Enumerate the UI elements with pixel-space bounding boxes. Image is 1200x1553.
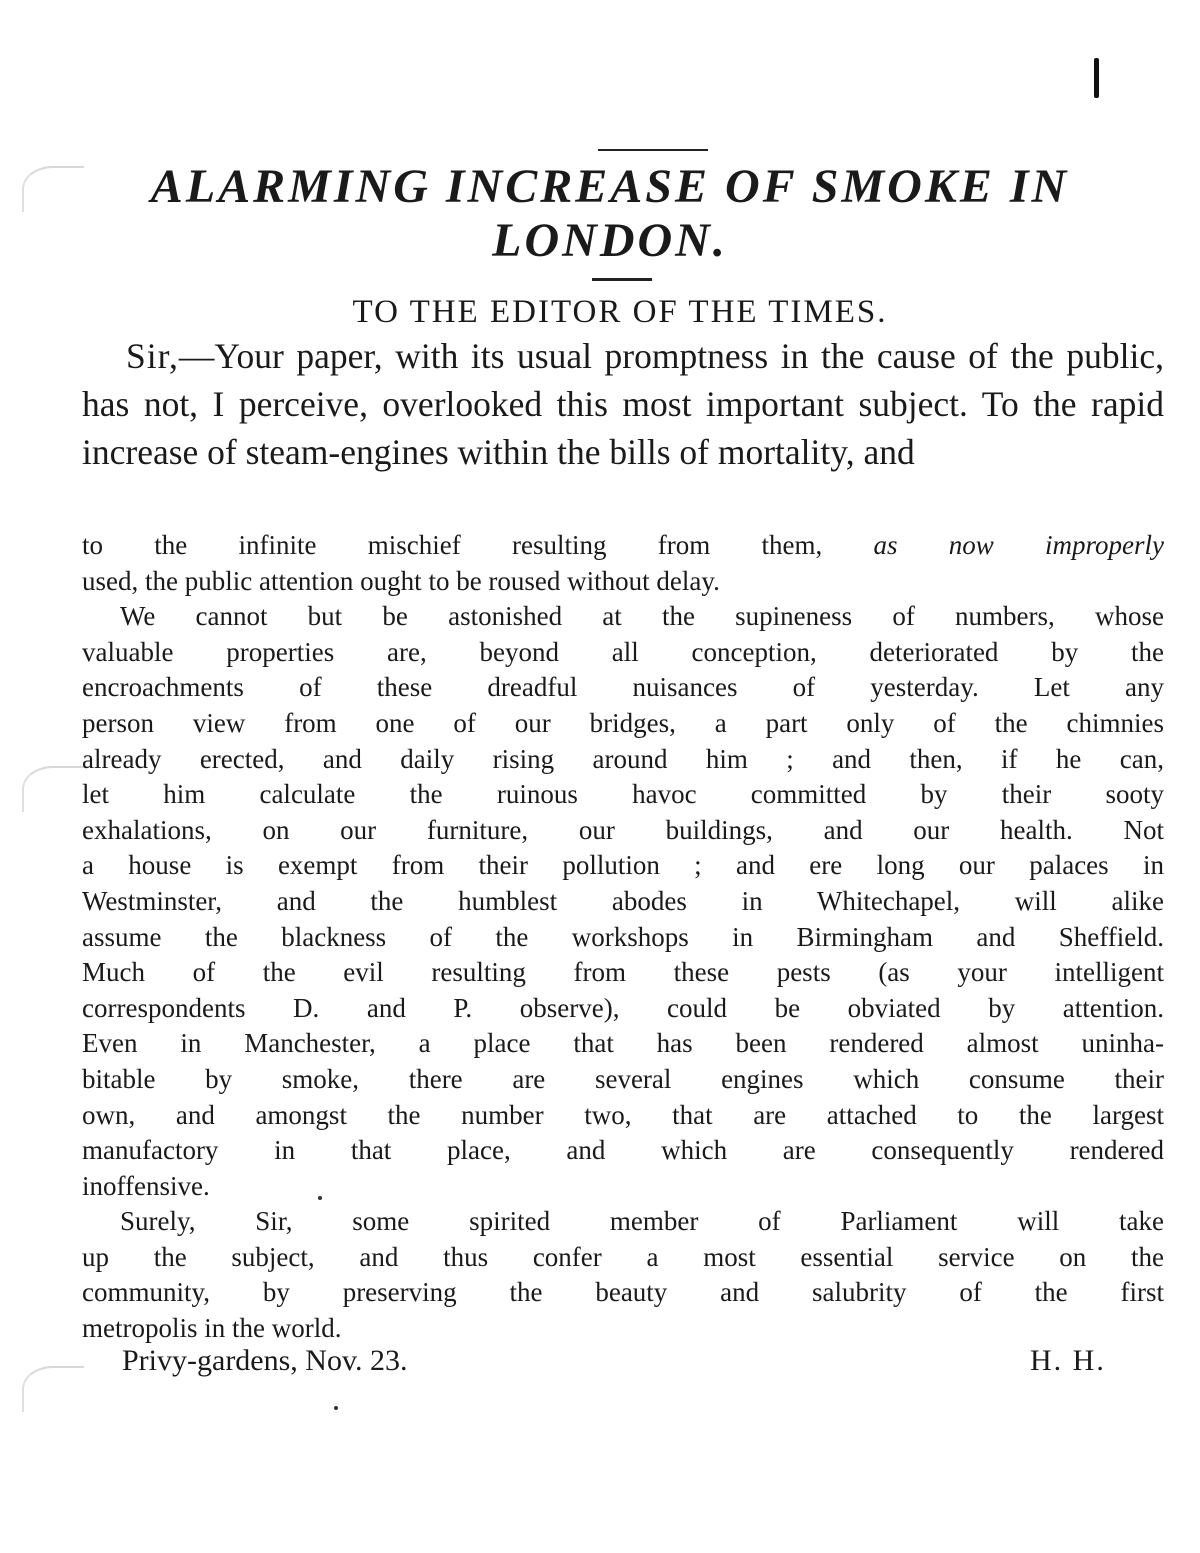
editor-address: TO THE EDITOR OF THE TIMES. [352, 294, 888, 330]
letter-line-text: Even in Manchester, a place that has been rendered almost uninha- [82, 1028, 1164, 1059]
letter-line-text: valuable properties are, beyond all conception, deteriorated by the [82, 636, 1164, 667]
letter-line [82, 1169, 1164, 1205]
headline-line-1: ALARMING INCREASE OF SMOKE IN [150, 160, 1070, 213]
headline-line-2: LONDON. [492, 214, 728, 267]
letter-body [82, 528, 1164, 1347]
letter-line [82, 599, 1164, 635]
letter-line [82, 1240, 1164, 1276]
letter-line [82, 1311, 1164, 1347]
salutation-sir: Sir, [126, 336, 179, 376]
letter-line-italic: as now improperly [873, 530, 1164, 560]
letter-line-text: correspondents D. and P. observe), could be obviated by attention. [82, 992, 1164, 1023]
letter-line [82, 1204, 1164, 1240]
letter-line [82, 1098, 1164, 1134]
lead-text: —Your paper, with its usual promptness in the cause of the public, has not, I perceive, overlooked this most important subject. To the rapid increase of steam-engines within the bills of mortality, and [82, 336, 1164, 472]
print-speck [334, 1406, 338, 1410]
headline [90, 160, 1130, 268]
print-speck [318, 1196, 322, 1200]
letter-line-text: We cannot but be astonished at the supineness of numbers, whose [120, 601, 1164, 632]
letter-line-text: used, the public attention ought to be roused without delay. [82, 565, 720, 596]
letter-line-text: community, by preserving the beauty and salubrity of the first [82, 1277, 1164, 1308]
letter-line [82, 884, 1164, 920]
letter-line [82, 742, 1164, 778]
letter-line [82, 1026, 1164, 1062]
letter-line [82, 777, 1164, 813]
letter-line-text: own, and amongst the number two, that are attached to the largest [82, 1099, 1164, 1130]
letter-line-text: inoffensive. [82, 1170, 210, 1201]
signoff-place-date: Privy-gardens, Nov. 23. [122, 1344, 408, 1377]
letter-line [82, 564, 1164, 600]
letter-line-text: to the infinite mischief resulting from them, [82, 530, 874, 560]
signoff-initials: H. H. [1030, 1344, 1106, 1377]
letter-line-text: up the subject, and thus confer a most essential service on the [82, 1241, 1164, 1272]
letter-line-text: bitable by smoke, there are several engines which consume their [82, 1063, 1164, 1094]
headline-rule [592, 278, 652, 281]
punch-hole [22, 166, 84, 212]
letter-line [82, 1133, 1164, 1169]
punch-hole [22, 766, 84, 812]
letter-line-text: already erected, and daily rising around him ; and then, if he can, [82, 743, 1164, 774]
letter-line-text: assume the blackness of the workshops in Birmingham and Sheffield. [82, 921, 1164, 952]
letter-line-text: Surely, Sir, some spirited member of Parliament will take [120, 1206, 1164, 1237]
letter-line [82, 528, 1164, 564]
letter-line-text: person view from one of our bridges, a part only of the chimnies [82, 707, 1164, 738]
top-rule [598, 149, 708, 151]
letter-line [82, 1275, 1164, 1311]
letter-line-text: Much of the evil resulting from these pests (as your intelligent [82, 957, 1164, 988]
letter-line [82, 848, 1164, 884]
letter-line [82, 955, 1164, 991]
letter-line-text: let him calculate the ruinous havoc committed by their sooty [82, 779, 1164, 810]
letter-line [82, 991, 1164, 1027]
letter-line-text: encroachments of these dreadful nuisances of yesterday. Let any [82, 672, 1164, 703]
letter-line [82, 635, 1164, 671]
letter-line-text: exhalations, on our furniture, our buildings, and our health. Not [82, 814, 1164, 845]
lead-paragraph [82, 332, 1164, 476]
letter-line-text: a house is exempt from their pollution ; and ere long our palaces in [82, 850, 1164, 881]
punch-hole [22, 1366, 84, 1412]
letter-line [82, 1062, 1164, 1098]
letter-line [82, 813, 1164, 849]
page-number-mark [1094, 58, 1099, 98]
letter-line [82, 670, 1164, 706]
letter-line-text: manufactory in that place, and which are consequently rendered [82, 1135, 1164, 1166]
letter-line-text: metropolis in the world. [82, 1313, 342, 1344]
letter-line [82, 920, 1164, 956]
letter-line-text: Westminster, and the humblest abodes in Whitechapel, will alike [82, 885, 1164, 916]
letter-line [82, 706, 1164, 742]
